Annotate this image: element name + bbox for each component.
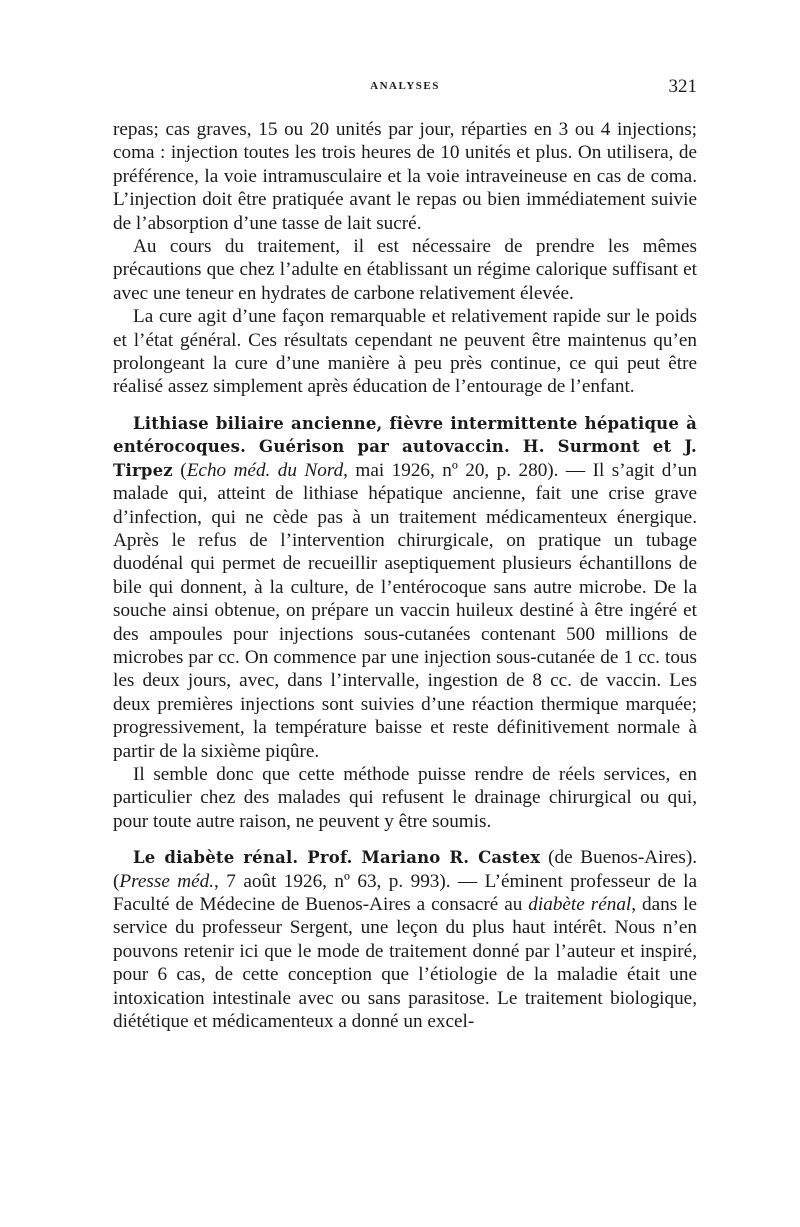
document-page <box>113 76 697 1033</box>
running-header <box>113 76 697 104</box>
abstract-heading: Lithiase biliaire ancienne, fièvre intermittente hépatique à entérocoques. Guérison par autovaccin. H. Surmont et J. Tirpez <box>113 413 697 480</box>
abstract-diabete <box>113 846 697 1033</box>
abstract-source-rest: , mai 1926, nº 20, p. 280). <box>343 459 559 481</box>
abstract-heading: Le diabète rénal. Prof. Mariano R. Castex <box>133 848 541 868</box>
abstract-source-open: ( <box>172 459 187 481</box>
paragraph-conclusion: Il semble donc que cette méthode puisse rendre de réels services, en particulier chez des malades qui refusent le drainage chirurgical ou qui, pour toute autre raison, ne peuvent y être soumis. <box>113 763 697 832</box>
abstract-journal: Echo méd. du Nord <box>186 459 344 481</box>
paragraph-treatment-precautions: Au cours du traitement, il est nécessaire de prendre les mêmes précautions que chez l’adulte en établissant un régime calorique suffisant et avec une teneur en hydrates de carbone relativement élevée. <box>113 236 697 304</box>
page-number: 321 <box>668 76 697 97</box>
running-title: ANALYSES <box>370 80 440 92</box>
abstract-body-part: , 7 août 1926, nº 63, p. 993). — L’éminent professeur de la Faculté de Médecine de Buenos-Aires a consacré au <box>113 870 697 915</box>
abstract-body: — Il s’agit d’un malade qui, atteint de lithiase hépatique ancienne, fait une crise grave d’infection, qui ne cède pas à un traitement médicamenteux énergique. Après le refus de l’intervention chirurgicale, on pratique un tubage duodénal qui permet de recueillir aseptiquement plusieurs échantillons de bile qui donnent, à la culture, de l’entérocoque sans autre microbe. De la souche ainsi obtenue, on prépare un vaccin huileux destiné à être ingéré et des ampoules pour injections sous-cutanées contenant 500 millions de microbes par cc. On commence par une injection sous-cutanée de 1 cc. tous les deux jours, avec, dans l’intervalle, ingestion de 8 cc. de vaccin. Les deux premières injections sont suivies d’une réaction thermique marquée; progressivement, la température baisse et reste définitivement normale à partir de la sixième piqûre. <box>113 459 697 762</box>
abstract-journal: Presse méd. <box>119 870 215 892</box>
abstract-body-part: (de Buenos-Aires). ( <box>113 847 697 892</box>
abstract-body-part: , dans le service du professeur Sergent, une leçon du plus haut intérêt. Nous n’en pouvons retenir ici que le mode de traitement donné par l’auteur et inspiré, pour 6 cas, de cette conception que l’étiologie de la maladie était une intoxication intestinale avec ou sans parasitose. Le traitement biologique, diététique et médicamenteux a donné un excel- <box>113 894 697 1033</box>
paragraph-continuation: repas; cas graves, 15 ou 20 unités par jour, réparties en 3 ou 4 injections; coma : injection toutes les trois heures de 10 unités et plus. On utilisera, de préférence, la voie intramusculaire et la voie intraveineuse en cas de coma. L’injection doit être pratiquée avant le repas ou bien immédiatement suivie de l’absorption d’une tasse de lait sucré. <box>113 119 697 234</box>
body-text <box>113 118 697 1033</box>
abstract-lithiase <box>113 412 697 763</box>
paragraph-cure-results: La cure agit d’une façon remarquable et relativement rapide sur le poids et l’état général. Ces résultats cependant ne peuvent être maintenus qu’en prolongeant la cure d’une manière à peu près continue, ce qui peut être réalisé assez simplement après éducation de l’entourage de l’enfant. <box>113 306 697 398</box>
abstract-topic: diabète rénal <box>528 894 632 915</box>
